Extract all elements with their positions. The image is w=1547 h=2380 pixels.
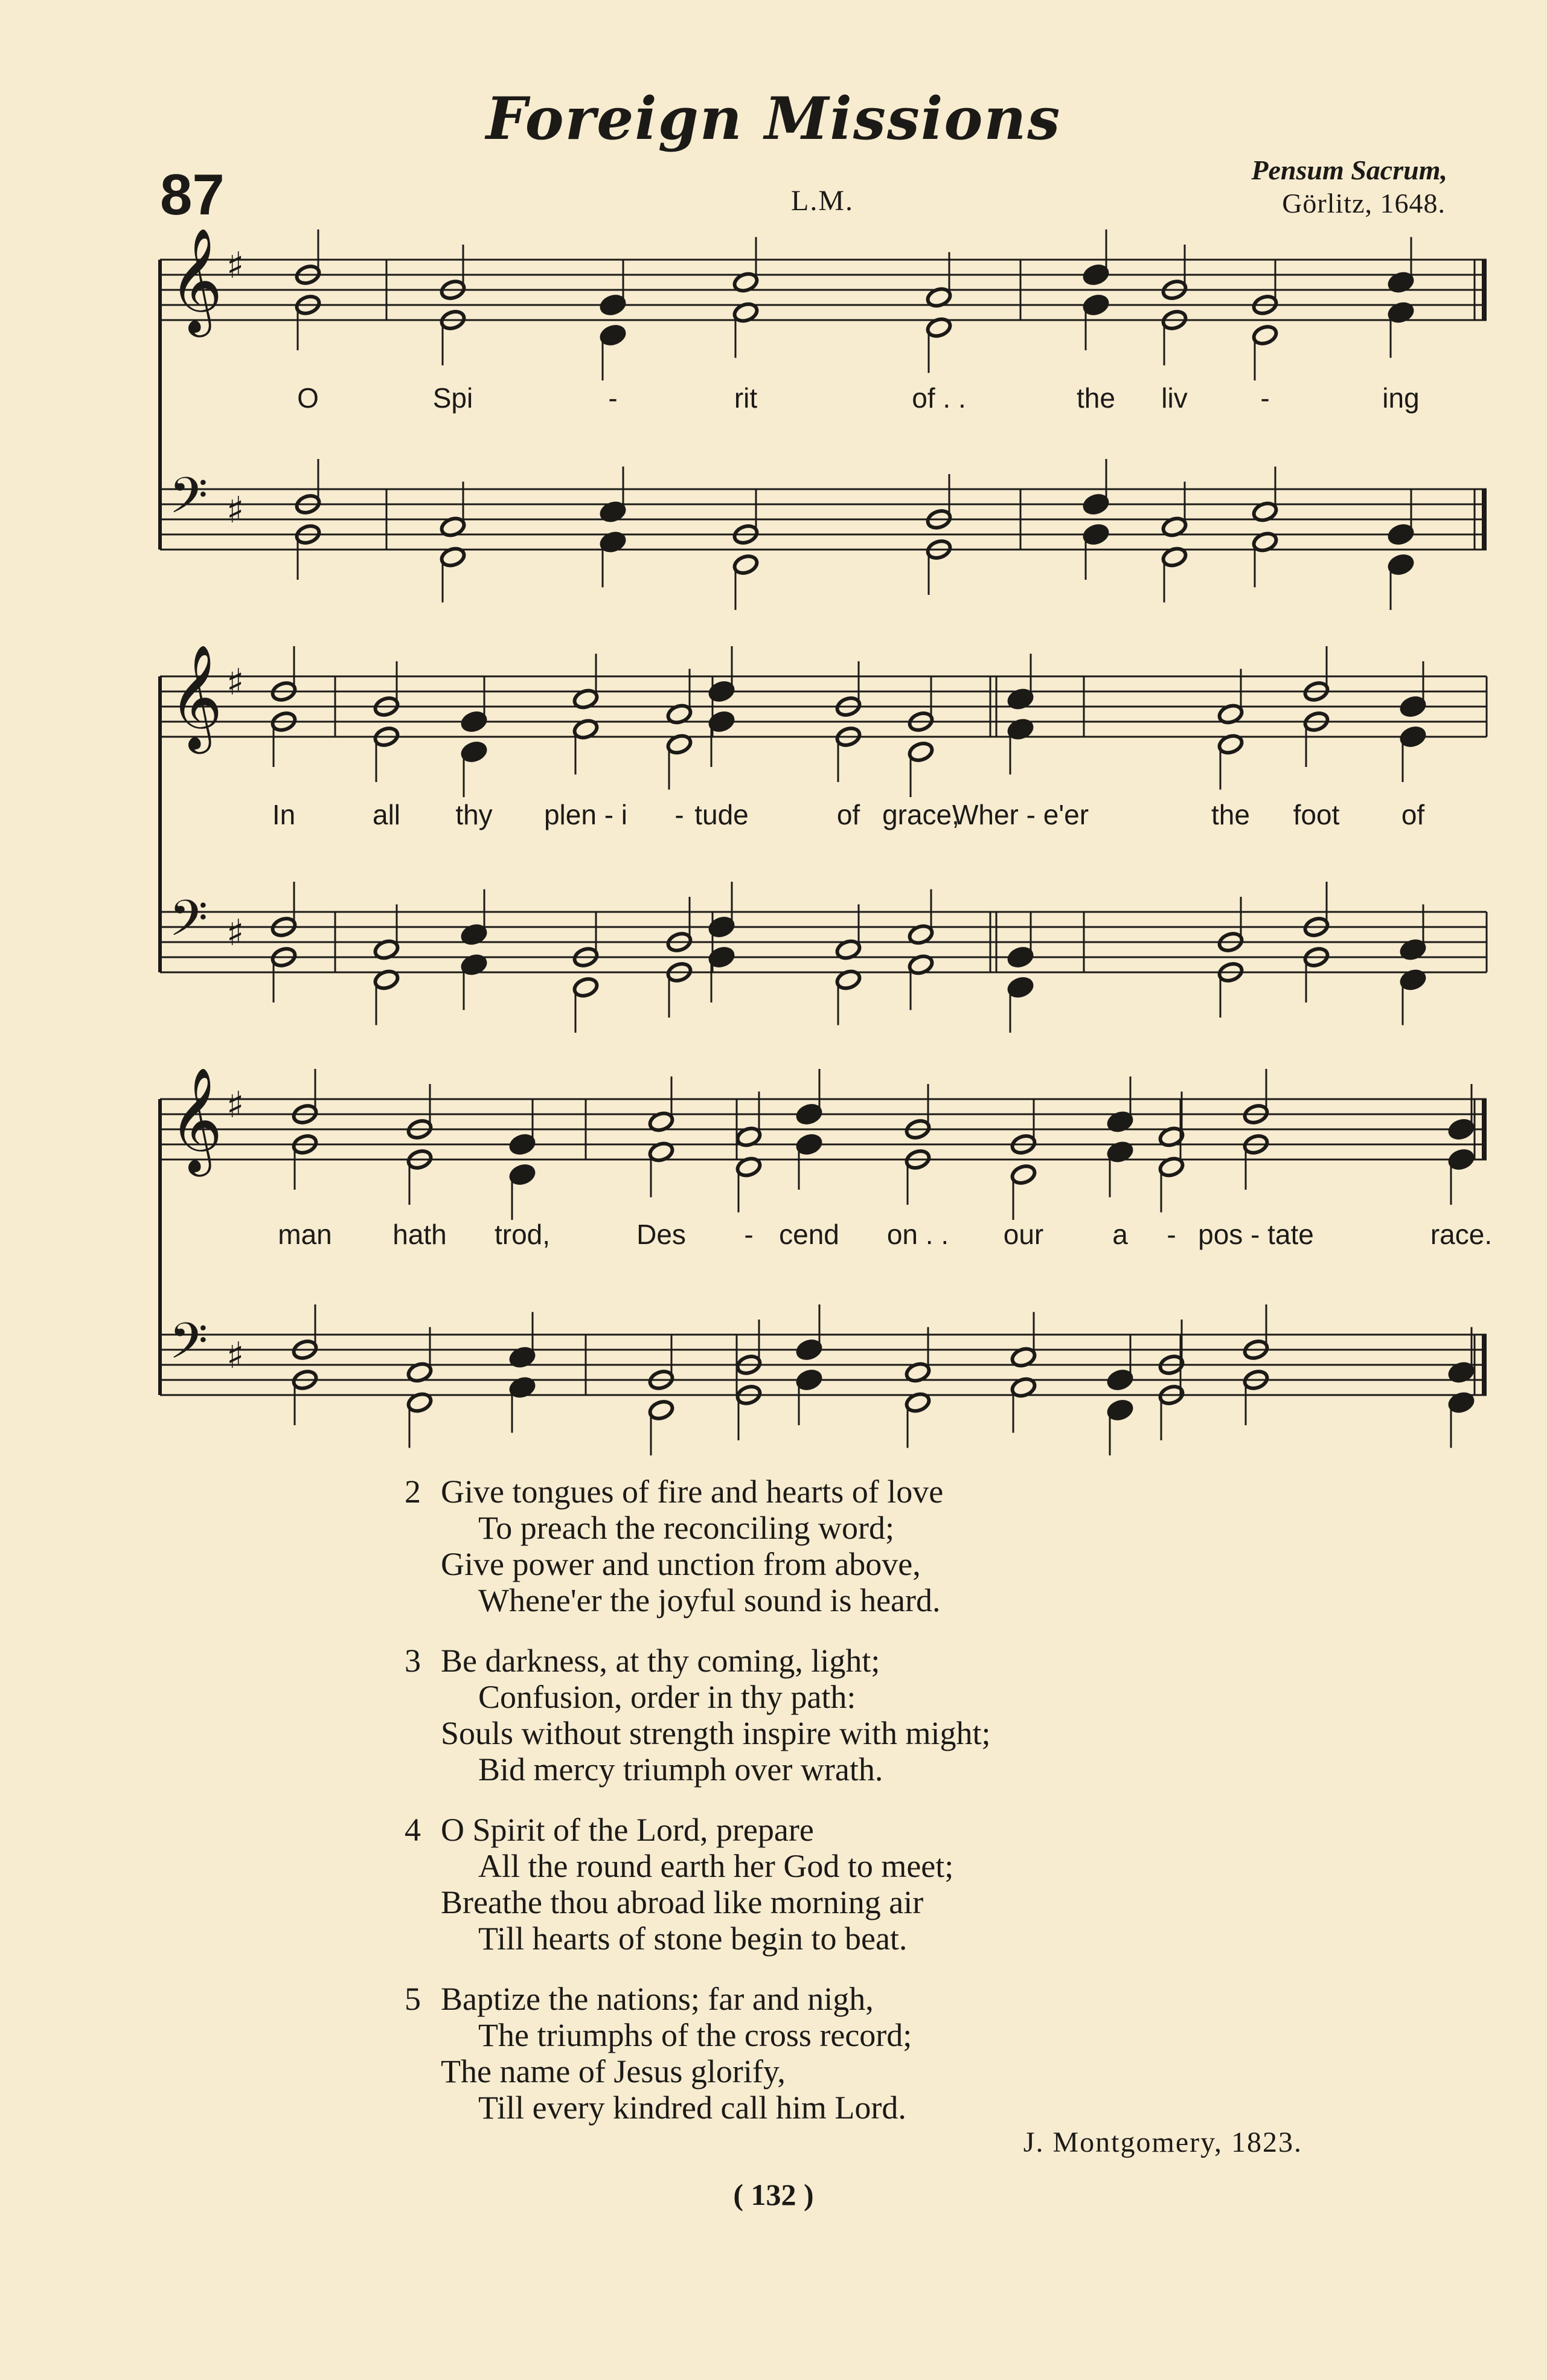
- lyric-syllable: of . .: [912, 382, 966, 414]
- treble-clef-icon: 𝄞: [169, 1067, 223, 1172]
- verse-line: Baptize the nations; far and nigh,: [441, 1981, 874, 2017]
- treble-clef-icon: 𝄞: [169, 644, 223, 749]
- verse: 4 O Spirit of the Lord, prepare All the round earth her God to meet; Breathe thou abroad like morning air Till hearts of stone begin to beat.: [441, 1812, 991, 1957]
- lyric-syllable: -: [1167, 1219, 1176, 1250]
- lyric-syllable: Des: [636, 1219, 686, 1250]
- lyric-syllable: grace,: [882, 799, 959, 830]
- lyric-syllable: ing: [1382, 382, 1420, 414]
- lyric-syllable: foot: [1293, 799, 1340, 830]
- verse-line: Souls without strength inspire with might;: [441, 1715, 991, 1751]
- lyric-syllable: cend: [779, 1219, 839, 1250]
- sharp-icon: ♯: [226, 661, 245, 704]
- lyric-syllable: of: [1401, 799, 1425, 830]
- page-number: ( 132 ): [733, 2178, 814, 2212]
- bass-clef-icon: 𝄢: [169, 889, 208, 960]
- lyric-syllable: race.: [1430, 1219, 1493, 1250]
- lyric-syllable: the: [1077, 382, 1115, 414]
- verse-line: Be darkness, at thy coming, light;: [441, 1643, 880, 1679]
- lyric-syllable: a: [1112, 1219, 1128, 1250]
- lyric-syllable: of: [836, 799, 860, 830]
- verse-line: Give tongues of fire and hearts of love: [441, 1474, 944, 1510]
- sharp-icon: ♯: [226, 245, 245, 287]
- lyric-syllable: plen - i: [543, 799, 628, 830]
- tune-name: Pensum Sacrum,: [1251, 155, 1447, 185]
- lyric-syllable: -: [674, 799, 684, 830]
- tune-source: Görlitz, 1648.: [1282, 188, 1446, 219]
- meter-label: L.M.: [791, 185, 854, 217]
- sharp-icon: ♯: [226, 1335, 245, 1377]
- verse-line: Bid mercy triumph over wrath.: [478, 1751, 883, 1788]
- lyric-syllable: thy: [455, 799, 493, 830]
- verse-line: To preach the reconciling word;: [478, 1510, 894, 1546]
- verses: [405, 1474, 991, 2150]
- lyric-syllable: man: [278, 1219, 332, 1250]
- lyric-syllable: tude: [694, 799, 749, 830]
- verse-line: Till hearts of stone begin to beat.: [478, 1920, 908, 1957]
- verse-line: The name of Jesus glorify,: [441, 2053, 786, 2090]
- lyric-syllable: on . .: [886, 1219, 949, 1250]
- lyric-syllable: O: [297, 382, 319, 414]
- bass-clef-icon: 𝄢: [169, 1312, 208, 1382]
- lyric-syllable: all: [372, 799, 401, 830]
- lyric-syllable: -: [608, 382, 618, 414]
- verse: 2 Give tongues of fire and hearts of love To preach the reconciling word; Give power and unction from above, Whene'er the joyful sound is heard.: [441, 1474, 991, 1618]
- lyric-syllable: liv: [1161, 382, 1188, 414]
- verse-line: Confusion, order in thy path:: [478, 1679, 856, 1715]
- lyric-syllable: pos - tate: [1198, 1219, 1314, 1250]
- lyric-syllable: Spi: [432, 382, 473, 414]
- lyric-syllable: our: [1003, 1219, 1044, 1250]
- treble-clef-icon: 𝄞: [169, 228, 223, 333]
- lyric-syllable: -: [744, 1219, 754, 1250]
- verse-line: All the round earth her God to meet;: [478, 1848, 954, 1884]
- verse-line: Breathe thou abroad like morning air: [441, 1884, 924, 1920]
- bass-clef-icon: 𝄢: [169, 466, 208, 537]
- sharp-icon: ♯: [226, 489, 245, 531]
- lyric-syllable: In: [272, 799, 296, 830]
- verse-line: Give power and unction from above,: [441, 1546, 921, 1582]
- lyric-syllable: Wher - e'er: [952, 799, 1089, 830]
- sharp-icon: ♯: [226, 912, 245, 954]
- lyric-syllable: the: [1211, 799, 1250, 830]
- sharp-icon: ♯: [226, 1084, 245, 1126]
- author-credit: J. Montgomery, 1823.: [1023, 2126, 1302, 2158]
- lyric-syllable: trod,: [494, 1219, 551, 1250]
- hymn-number: 87: [160, 162, 225, 227]
- verse-line: The triumphs of the cross record;: [478, 2017, 912, 2053]
- lyric-syllable: hath: [392, 1219, 447, 1250]
- verse: 3 Be darkness, at thy coming, light; Confusion, order in thy path: Souls without strength inspire with might; Bid mercy triumph over wrath.: [405, 1643, 991, 1788]
- verse-line: O Spirit of the Lord, prepare: [441, 1812, 814, 1848]
- verse-line: Till every kindred call him Lord.: [478, 2090, 906, 2126]
- lyric-syllable: rit: [734, 382, 758, 414]
- section-title: Foreign Missions: [485, 85, 1062, 153]
- verse: 5 Baptize the nations; far and nigh, The triumphs of the cross record; The name of Jesus glorify, Till every kindred call him Lord.: [441, 1981, 991, 2126]
- lyric-syllable: -: [1260, 382, 1270, 414]
- verse-line: Whene'er the joyful sound is heard.: [478, 1582, 941, 1618]
